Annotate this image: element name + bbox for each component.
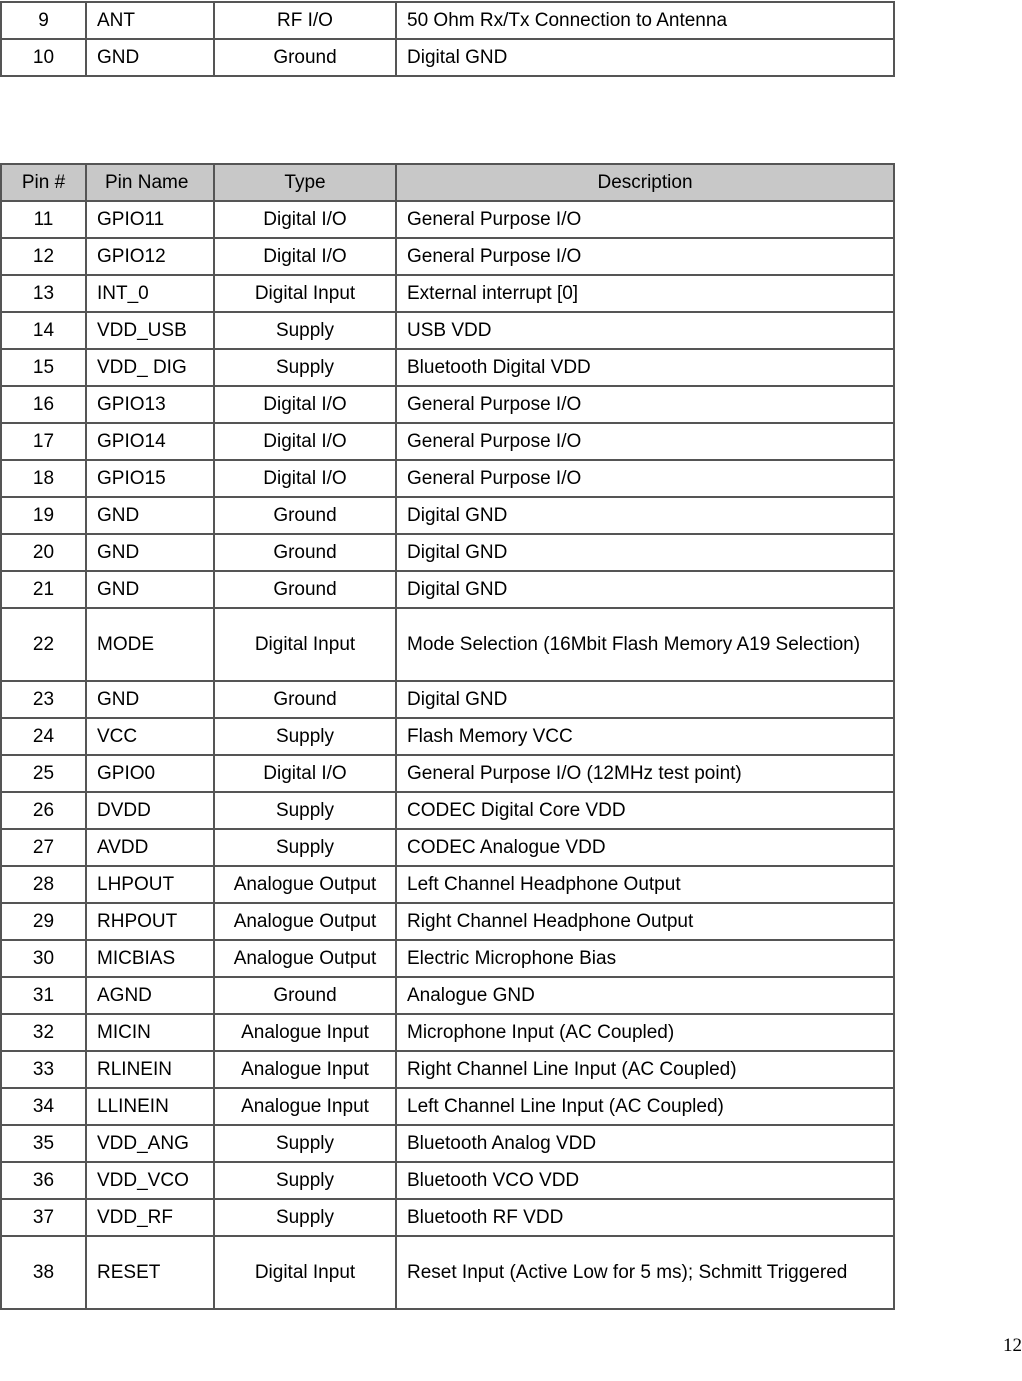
pin-number-cell: 19 (1, 497, 86, 534)
table-row (1, 201, 894, 238)
pin-name-cell: MICIN (86, 1014, 214, 1051)
pin-name-cell: RLINEIN (86, 1051, 214, 1088)
pin-type-cell: Ground (214, 681, 396, 718)
header-pin-number: Pin # (1, 164, 86, 201)
pin-number-cell: 17 (1, 423, 86, 460)
pin-name-cell: GND (86, 681, 214, 718)
table-row (1, 903, 894, 940)
pin-description-cell: Right Channel Headphone Output (396, 903, 894, 940)
pin-table (0, 163, 895, 1310)
pin-description-cell: Flash Memory VCC (396, 718, 894, 755)
pin-number-cell: 31 (1, 977, 86, 1014)
table-row (1, 312, 894, 349)
pin-type-cell: Supply (214, 1125, 396, 1162)
pin-description-cell: General Purpose I/O (396, 386, 894, 423)
pin-name-cell: AVDD (86, 829, 214, 866)
table-row (1, 608, 894, 681)
pin-number-cell: 16 (1, 386, 86, 423)
pin-name-cell: LLINEIN (86, 1088, 214, 1125)
pin-type-cell: Ground (214, 977, 396, 1014)
pin-description-cell: Electric Microphone Bias (396, 940, 894, 977)
table-row (1, 497, 894, 534)
pin-number-cell: 20 (1, 534, 86, 571)
table-row (1, 1014, 894, 1051)
table-row (1, 238, 894, 275)
pin-description-cell: Digital GND (396, 39, 894, 76)
pin-type-cell: Digital I/O (214, 201, 396, 238)
table-row (1, 1236, 894, 1309)
pin-number-cell: 29 (1, 903, 86, 940)
pin-number-cell: 26 (1, 792, 86, 829)
table-row (1, 792, 894, 829)
pin-description-cell: Digital GND (396, 534, 894, 571)
pin-table-header-row (1, 164, 894, 201)
pin-number-cell: 18 (1, 460, 86, 497)
table-row (1, 755, 894, 792)
pin-number-cell: 32 (1, 1014, 86, 1051)
pin-number-cell: 22 (1, 608, 86, 681)
table-row (1, 2, 894, 39)
pin-type-cell: Supply (214, 829, 396, 866)
pin-description-cell: Digital GND (396, 571, 894, 608)
pin-type-cell: Supply (214, 792, 396, 829)
pin-description-cell: Bluetooth Digital VDD (396, 349, 894, 386)
pin-description-cell: Left Channel Line Input (AC Coupled) (396, 1088, 894, 1125)
pin-number-cell: 30 (1, 940, 86, 977)
pin-number-cell: 28 (1, 866, 86, 903)
pin-type-cell: Analogue Input (214, 1051, 396, 1088)
pin-number-cell: 11 (1, 201, 86, 238)
table-row (1, 829, 894, 866)
pin-type-cell: Analogue Output (214, 903, 396, 940)
table-row (1, 349, 894, 386)
table-row (1, 1125, 894, 1162)
pin-description-cell: General Purpose I/O (396, 460, 894, 497)
pin-description-cell: General Purpose I/O (12MHz test point) (396, 755, 894, 792)
table-row (1, 1051, 894, 1088)
header-pin-name: Pin Name (86, 164, 214, 201)
pin-description-cell: Bluetooth RF VDD (396, 1199, 894, 1236)
pin-name-cell: MODE (86, 608, 214, 681)
pin-type-cell: Analogue Output (214, 866, 396, 903)
pin-description-cell: Mode Selection (16Mbit Flash Memory A19 Selection) (396, 608, 894, 681)
pin-name-cell: GPIO11 (86, 201, 214, 238)
pin-number-cell: 25 (1, 755, 86, 792)
table-row (1, 1088, 894, 1125)
pin-type-cell: Digital I/O (214, 386, 396, 423)
pin-number-cell: 34 (1, 1088, 86, 1125)
pin-type-cell: Supply (214, 718, 396, 755)
pin-name-cell: GND (86, 497, 214, 534)
pin-number-cell: 27 (1, 829, 86, 866)
pin-number-cell: 21 (1, 571, 86, 608)
pin-table-continued-body (1, 2, 894, 76)
table-row (1, 718, 894, 755)
pin-description-cell: Microphone Input (AC Coupled) (396, 1014, 894, 1051)
pin-number-cell: 14 (1, 312, 86, 349)
pin-name-cell: GPIO14 (86, 423, 214, 460)
pin-number-cell: 9 (1, 2, 86, 39)
table-row (1, 866, 894, 903)
pin-name-cell: RESET (86, 1236, 214, 1309)
pin-description-cell: Left Channel Headphone Output (396, 866, 894, 903)
pin-name-cell: GPIO12 (86, 238, 214, 275)
pin-type-cell: Digital I/O (214, 423, 396, 460)
pin-number-cell: 36 (1, 1162, 86, 1199)
table-row (1, 386, 894, 423)
pin-type-cell: Ground (214, 571, 396, 608)
pin-type-cell: Analogue Output (214, 940, 396, 977)
pin-name-cell: VDD_VCO (86, 1162, 214, 1199)
table-row (1, 1162, 894, 1199)
pin-name-cell: VDD_ DIG (86, 349, 214, 386)
pin-type-cell: Supply (214, 349, 396, 386)
pin-name-cell: GPIO15 (86, 460, 214, 497)
pin-name-cell: VDD_USB (86, 312, 214, 349)
pin-number-cell: 12 (1, 238, 86, 275)
pin-type-cell: Digital I/O (214, 755, 396, 792)
pin-number-cell: 24 (1, 718, 86, 755)
pin-name-cell: AGND (86, 977, 214, 1014)
pin-name-cell: VCC (86, 718, 214, 755)
pin-type-cell: Supply (214, 1162, 396, 1199)
pin-name-cell: RHPOUT (86, 903, 214, 940)
pin-number-cell: 23 (1, 681, 86, 718)
pin-description-cell: Right Channel Line Input (AC Coupled) (396, 1051, 894, 1088)
pin-type-cell: Ground (214, 39, 396, 76)
pin-description-cell: 50 Ohm Rx/Tx Connection to Antenna (396, 2, 894, 39)
pin-number-cell: 38 (1, 1236, 86, 1309)
table-row (1, 977, 894, 1014)
pin-type-cell: Digital Input (214, 608, 396, 681)
pin-name-cell: ANT (86, 2, 214, 39)
pin-type-cell: Digital I/O (214, 238, 396, 275)
pin-name-cell: GPIO0 (86, 755, 214, 792)
pin-number-cell: 13 (1, 275, 86, 312)
pin-name-cell: VDD_RF (86, 1199, 214, 1236)
table-row (1, 571, 894, 608)
pin-type-cell: Supply (214, 1199, 396, 1236)
pin-name-cell: MICBIAS (86, 940, 214, 977)
table-row (1, 681, 894, 718)
table-row (1, 534, 894, 571)
pin-name-cell: LHPOUT (86, 866, 214, 903)
pin-type-cell: Supply (214, 312, 396, 349)
header-description: Description (396, 164, 894, 201)
pin-number-cell: 35 (1, 1125, 86, 1162)
table-row (1, 1199, 894, 1236)
header-type: Type (214, 164, 396, 201)
pin-description-cell: CODEC Digital Core VDD (396, 792, 894, 829)
pin-description-cell: Bluetooth Analog VDD (396, 1125, 894, 1162)
pin-description-cell: Analogue GND (396, 977, 894, 1014)
table-row (1, 39, 894, 76)
pin-number-cell: 10 (1, 39, 86, 76)
pin-number-cell: 15 (1, 349, 86, 386)
table-row (1, 940, 894, 977)
pin-description-cell: General Purpose I/O (396, 423, 894, 460)
pin-description-cell: CODEC Analogue VDD (396, 829, 894, 866)
pin-name-cell: GND (86, 39, 214, 76)
page-number: 12 (1003, 1335, 1022, 1356)
pin-number-cell: 37 (1, 1199, 86, 1236)
pin-description-cell: Bluetooth VCO VDD (396, 1162, 894, 1199)
pin-description-cell: General Purpose I/O (396, 201, 894, 238)
pin-description-cell: USB VDD (396, 312, 894, 349)
pin-name-cell: DVDD (86, 792, 214, 829)
pin-type-cell: Analogue Input (214, 1014, 396, 1051)
pin-table-continued (0, 1, 895, 77)
pin-table-body (1, 201, 894, 1309)
pin-name-cell: GND (86, 534, 214, 571)
table-row (1, 460, 894, 497)
pin-type-cell: RF I/O (214, 2, 396, 39)
pin-description-cell: Digital GND (396, 497, 894, 534)
pin-description-cell: External interrupt [0] (396, 275, 894, 312)
pin-type-cell: Ground (214, 534, 396, 571)
pin-type-cell: Digital Input (214, 1236, 396, 1309)
table-row (1, 275, 894, 312)
pin-type-cell: Digital Input (214, 275, 396, 312)
pin-description-cell: General Purpose I/O (396, 238, 894, 275)
pin-name-cell: GPIO13 (86, 386, 214, 423)
pin-type-cell: Digital I/O (214, 460, 396, 497)
pin-type-cell: Ground (214, 497, 396, 534)
pin-type-cell: Analogue Input (214, 1088, 396, 1125)
pin-name-cell: GND (86, 571, 214, 608)
pin-description-cell: Reset Input (Active Low for 5 ms); Schmitt Triggered (396, 1236, 894, 1309)
pin-description-cell: Digital GND (396, 681, 894, 718)
table-row (1, 423, 894, 460)
pin-name-cell: INT_0 (86, 275, 214, 312)
pin-number-cell: 33 (1, 1051, 86, 1088)
pin-name-cell: VDD_ANG (86, 1125, 214, 1162)
